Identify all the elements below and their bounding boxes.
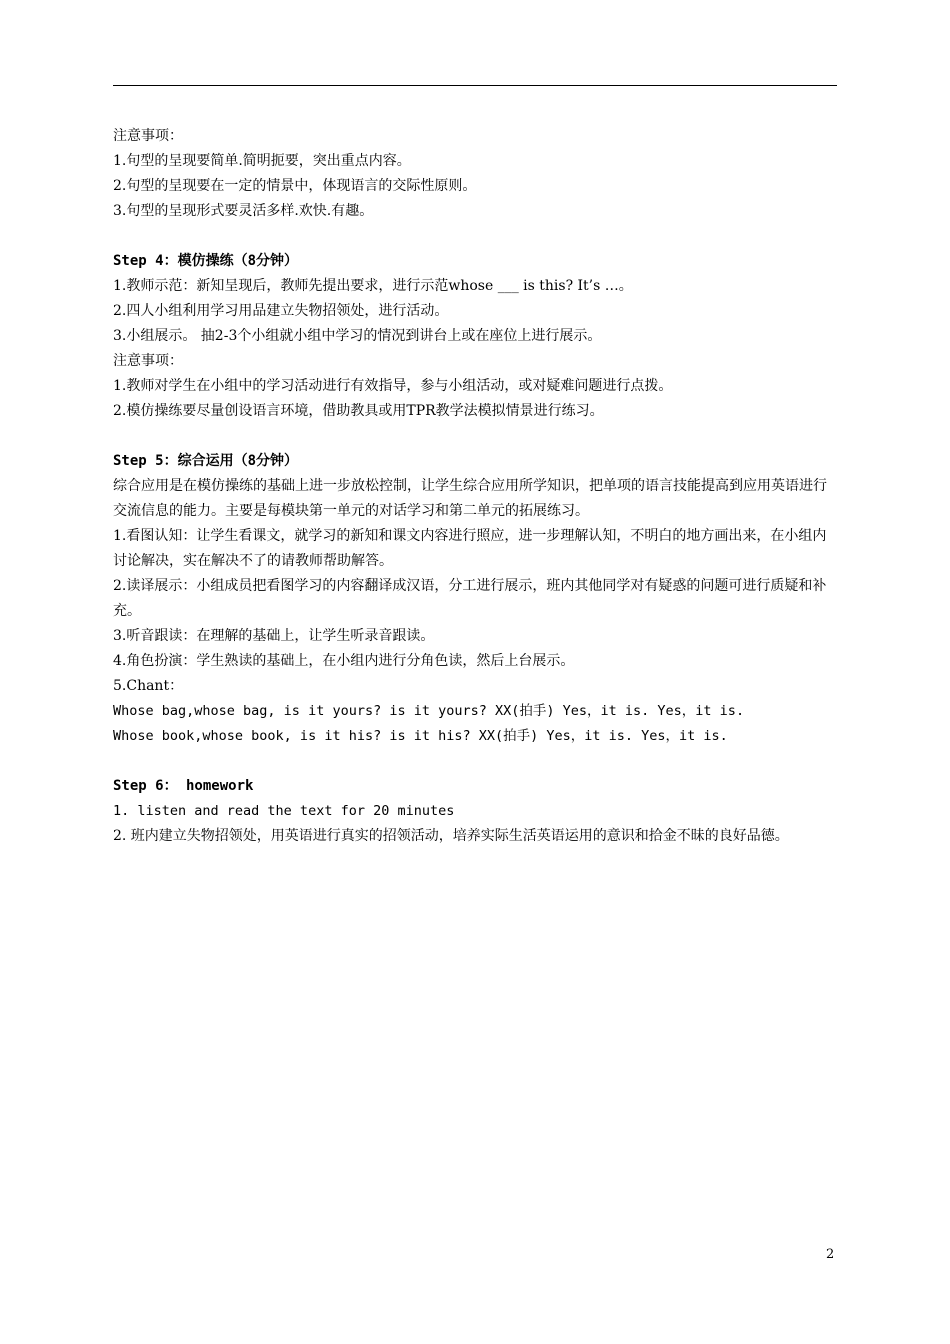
step6-item: 2. 班内建立失物招领处，用英语进行真实的招领活动，培养实际生活英语运用的意识和拾金不昧的良好品德。 bbox=[113, 828, 789, 844]
step5-intro: 综合应用是在模仿操练的基础上进一步放松控制，让学生综合应用所学知识，把单项的语言技能提高到应用英语进行交流信息的能力。主要是每模块第一单元的对话学习和第二单元的拓展练习。 bbox=[113, 478, 827, 519]
step5-item: 4.角色扮演：学生熟读的基础上，在小组内进行分角色读，然后上台展示。 bbox=[113, 653, 575, 669]
step5-item: 2.读译展示：小组成员把看图学习的内容翻译成汉语，分工进行展示，班内其他同学对有疑惑的问题可进行质疑和补充。 bbox=[113, 578, 827, 619]
spacer bbox=[113, 224, 839, 249]
step6-item: 1. listen and read the text for 20 minutes bbox=[113, 803, 455, 819]
step4-item: 2.四人小组利用学习用品建立失物招领处，进行活动。 bbox=[113, 303, 449, 319]
chant-line: Whose bag,whose bag, is it yours? is it yours? XX(拍手) Yes，it is. Yes，it is. bbox=[113, 703, 745, 719]
step6-heading: Step 6： homework bbox=[113, 778, 254, 794]
step3-note-item: 2.句型的呈现要在一定的情景中，体现语言的交际性原则。 bbox=[113, 178, 477, 194]
step4-heading: Step 4：模仿操练（8分钟） bbox=[113, 253, 299, 269]
step4-note-item: 1.教师对学生在小组中的学习活动进行有效指导，参与小组活动，或对疑难问题进行点拨。 bbox=[113, 378, 673, 394]
chant-line: Whose book,whose book, is it his? is it his? XX(拍手) Yes，it is. Yes，it is. bbox=[113, 728, 728, 744]
step3-note-item: 3.句型的呈现形式要灵活多样.欢快.有趣。 bbox=[113, 203, 374, 219]
step5-heading: Step 5：综合运用（8分钟） bbox=[113, 453, 299, 469]
step4-item: 1.教师示范：新知呈现后，教师先提出要求，进行示范whose ___ is this? It’s …。 bbox=[113, 278, 633, 294]
step4-note-item: 2.模仿操练要尽量创设语言环境，借助教具或用TPR教学法模拟情景进行练习。 bbox=[113, 403, 604, 419]
header-rule bbox=[113, 85, 837, 86]
step4-item: 3.小组展示。 抽2-3个小组就小组中学习的情况到讲台上或在座位上进行展示。 bbox=[113, 328, 602, 344]
spacer bbox=[113, 424, 839, 449]
spacer bbox=[113, 749, 839, 774]
step5-item: 3.听音跟读：在理解的基础上，让学生听录音跟读。 bbox=[113, 628, 435, 644]
step5-item: 5.Chant： bbox=[113, 678, 184, 694]
step3-note-item: 1.句型的呈现要简单.简明扼要，突出重点内容。 bbox=[113, 153, 411, 169]
step3-notes-label: 注意事项： bbox=[113, 128, 183, 144]
step4-notes-label: 注意事项： bbox=[113, 353, 183, 369]
step5-item: 1.看图认知：让学生看课文，就学习的新知和课文内容进行照应，进一步理解认知，不明白的地方画出来，在小组内讨论解决，实在解决不了的请教师帮助解答。 bbox=[113, 528, 827, 569]
page-number: 2 bbox=[826, 1247, 835, 1262]
document-body bbox=[113, 124, 839, 849]
